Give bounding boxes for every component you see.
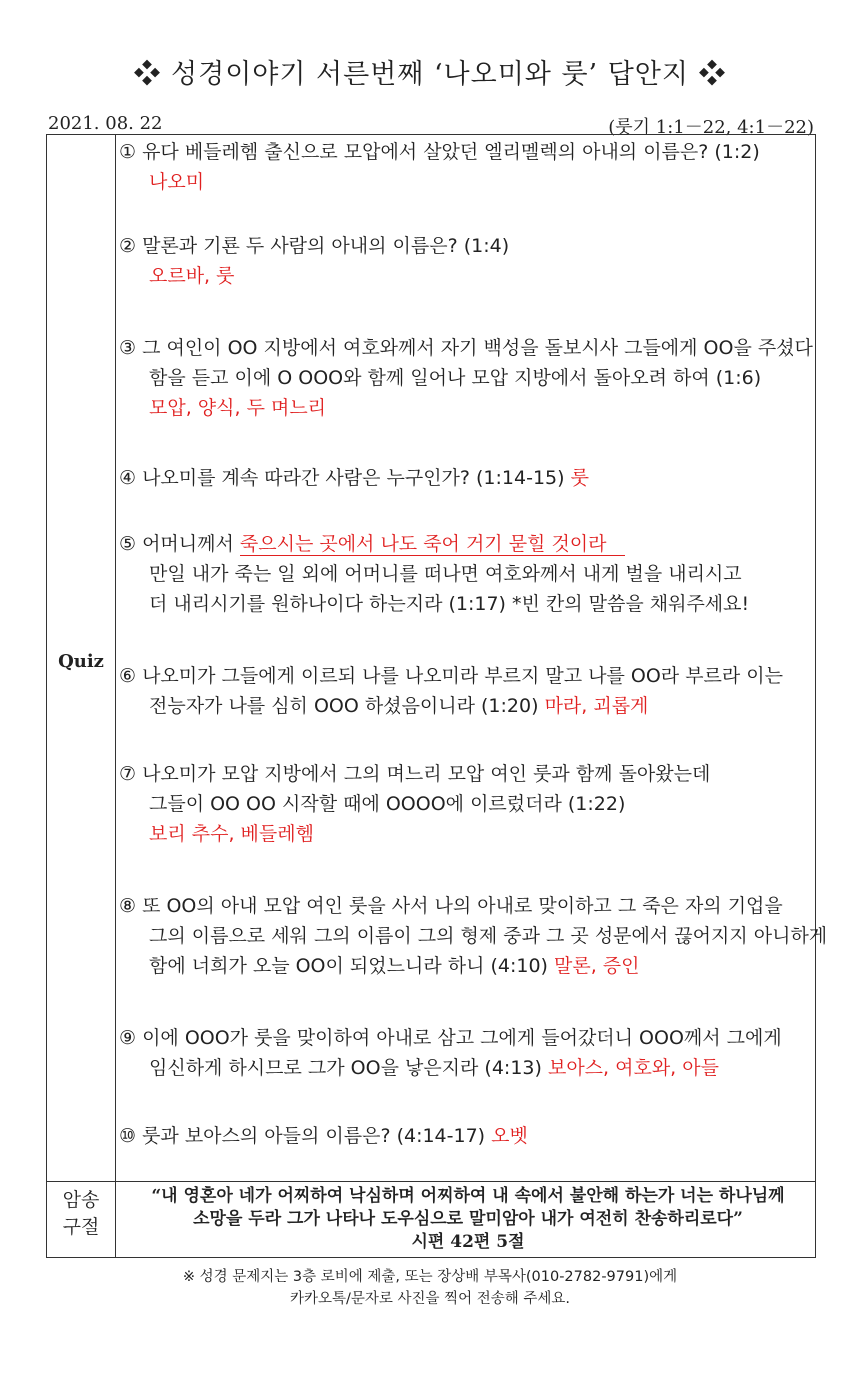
quiz-label: Quiz <box>58 651 104 672</box>
question-5: ⑤ 어머니께서 죽으시는 곳에서 나도 죽어 거기 묻힐 것이라 만일 내가 죽는 일 외에 어머니를 떠나면 여호와께서 내게 벌을 내리시고 더 내리시기를 원하나이다 하는지라 (1:17) *빈 칸의 말씀을 채워주세요! <box>119 533 750 615</box>
answer-3: 모압, 양식, 두 며느리 <box>149 397 327 419</box>
footnote: ※ 성경 문제지는 3층 로비에 제출, 또는 장상배 부목사(010-2782-9791)에게 카카오톡/문자로 사진을 찍어 전송해 주세요. <box>182 1269 678 1307</box>
date: 2021. 08. 22 <box>48 113 163 134</box>
answer-2: 오르바, 룻 <box>149 265 235 287</box>
question-2: ② 말론과 기룐 두 사람의 아내의 이름은? (1:4) 오르바, 룻 <box>119 231 819 291</box>
question-8: ⑧ 또 OO의 아내 모압 여인 룻을 사서 나의 아내로 맞이하고 그 죽은 자의 기업을 그의 이름으로 세워 그의 이름이 그의 형제 중과 그 곳 성문에서 끊어지지 아니하게 함에 너희가 오늘 OO이 되었느니라 하니 (4:10) 말론, 증인 <box>119 895 828 977</box>
answer-8: 말론, 증인 <box>554 955 640 977</box>
answer-9: 보아스, 여호와, 아들 <box>547 1057 719 1079</box>
answer-10: 오벳 <box>491 1125 528 1147</box>
row-divider <box>47 1181 815 1182</box>
question-3: ③ 그 여인이 OO 지방에서 여호와께서 자기 백성을 돌보시사 그들에게 OO을 주셨다 함을 듣고 이에 O OOO와 함께 일어나 모압 지방에서 돌아오려 하여 (1:6) 모압, 양식, 두 며느리 <box>119 333 819 423</box>
answer-4: 룻 <box>570 467 589 489</box>
question-6: ⑥ 나오미가 그들에게 이르되 나를 나오미라 부르지 말고 나를 OO라 부르라 이는 전능자가 나를 심히 OOO 하셨음이니라 (1:20) 마라, 괴롭게 <box>119 665 783 717</box>
answer-1: 나오미 <box>149 171 205 193</box>
page-title: ❖ 성경이야기 서른번째 ‘나오미와 룻’ 답안지 ❖ <box>133 59 727 90</box>
scripture-reference: (룻기 1:1－22, 4:1－22) <box>608 117 814 138</box>
memory-verse-label: 암송 구절 <box>62 1189 100 1238</box>
answer-7: 보리 추수, 베들레헴 <box>149 823 314 845</box>
answer-5: 죽으시는 곳에서 나도 죽어 거기 묻힐 것이라 <box>240 533 625 556</box>
question-9: ⑨ 이에 OOO가 룻을 맞이하여 아내로 삼고 그에게 들어갔더니 OOO께서 그에게 임신하게 하시므로 그가 OO을 낳은지라 (4:13) 보아스, 여호와, 아들 <box>119 1027 782 1079</box>
question-7: ⑦ 나오미가 모압 지방에서 그의 며느리 모압 여인 룻과 함께 돌아왔는데 그들이 OO OO 시작할 때에 OOOO에 이르렀더라 (1:22) 보리 추수, 베들레헴 <box>119 759 819 849</box>
answer-6: 마라, 괴롭게 <box>544 695 649 717</box>
question-10: ⑩ 룻과 보아스의 아들의 이름은? (4:14-17) 오벳 <box>119 1125 528 1147</box>
memory-verse: “내 영혼아 네가 어찌하여 낙심하며 어찌하여 내 속에서 불안해 하는가 너는 하나님께 소망을 두라 그가 나타나 도우심으로 말미암아 내가 여전히 찬송하리로다” 시편 42편 5절 <box>119 1185 817 1254</box>
verse-source: 시편 42편 5절 <box>411 1232 525 1252</box>
label-column <box>47 135 116 1257</box>
quiz-table <box>46 134 828 1258</box>
question-1: ① 유다 베들레헴 출신으로 모압에서 살았던 엘리멜렉의 아내의 이름은? (1:2) 나오미 <box>119 137 819 197</box>
question-4: ④ 나오미를 계속 따라간 사람은 누구인가? (1:14-15) 룻 <box>119 467 589 489</box>
